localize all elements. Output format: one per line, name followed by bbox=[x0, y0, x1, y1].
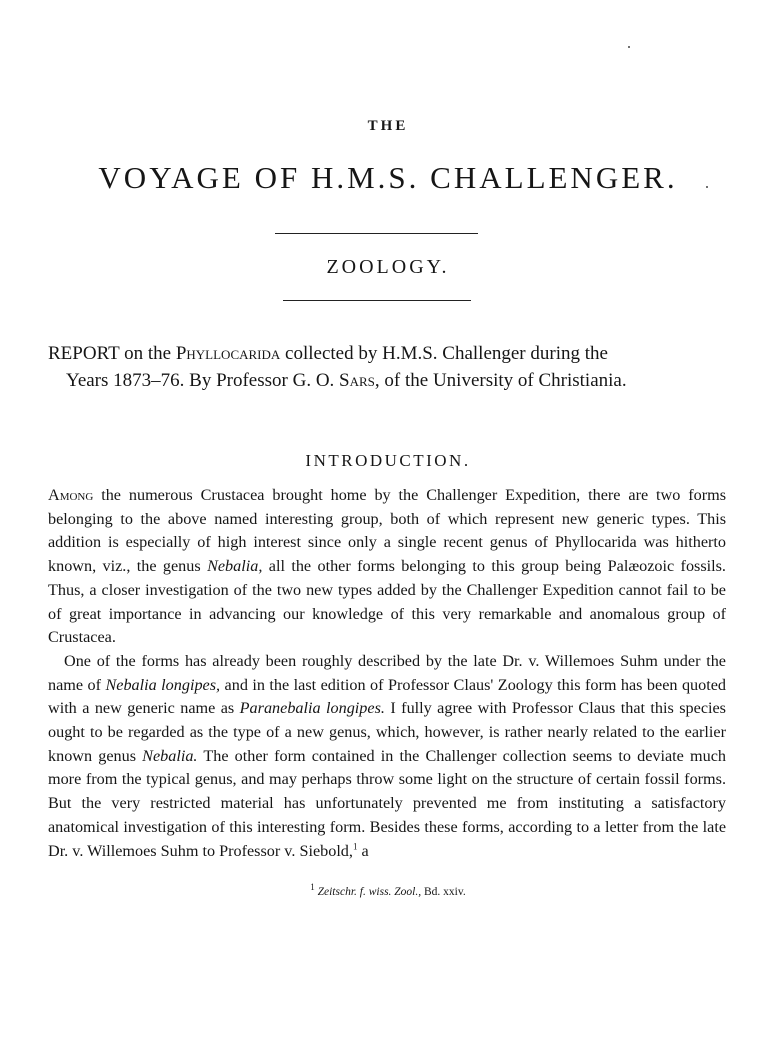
report-text: Years 1873–76. By Professor G. O. bbox=[66, 370, 340, 391]
paragraph-text: a bbox=[357, 841, 369, 860]
footnote-mark: 1 bbox=[310, 882, 315, 893]
report-author-name: Sars bbox=[339, 370, 375, 391]
paragraph-2 bbox=[48, 650, 726, 863]
report-title bbox=[48, 340, 724, 394]
divider-top bbox=[275, 233, 478, 234]
lead-word: Among bbox=[48, 486, 94, 504]
introduction-body bbox=[48, 484, 726, 863]
paragraph-1 bbox=[48, 484, 726, 650]
paragraph-text: One of the forms has already been roughly described by the late Dr. v. Willemoes Suhm under the name of bbox=[48, 651, 726, 694]
report-text: , of the University of Christiania. bbox=[374, 370, 627, 391]
main-title: VOYAGE OF H.M.S. CHALLENGER. bbox=[98, 160, 678, 195]
introduction-heading: INTRODUCTION. bbox=[305, 451, 471, 470]
paragraph-text: the numerous Crustacea brought home by the Challenger Expedition, there are two forms belonging to the above named interesting group, both of which represent new generic types. This addition is especially of high interest since only a single recent genus of Phyllocarida was hitherto known, viz., the genus bbox=[48, 486, 726, 576]
paragraph-text: all the other forms belonging to this group being Palæozoic fossils. Thus, a closer investigation of the two new types added by the Challenger Expedition cannot fail to be of great importance in advancing our knowledge of this very remarkable and anomalous group of Crustacea. bbox=[48, 557, 726, 647]
report-text: REPORT on the bbox=[48, 343, 176, 364]
pre-title: THE bbox=[367, 118, 409, 134]
footnote bbox=[0, 882, 776, 898]
footnote-volume: Bd. xxiv. bbox=[421, 886, 466, 898]
report-group-name: Phyllocarida bbox=[175, 343, 281, 364]
species-name: Nebalia longipes, bbox=[105, 675, 221, 694]
paragraph-text: and in the last edition of Professor Claus' Zoology this form has been quoted with a new generic name as bbox=[48, 675, 726, 718]
divider-bottom bbox=[283, 300, 471, 301]
paragraph-text: I fully agree with Professor Claus that this species ought to be regarded as the type of a new genus, which, however, is rather nearly related to the earlier known genus bbox=[48, 699, 726, 765]
species-name: Paranebalia longipes. bbox=[239, 699, 385, 718]
paragraph-text: The other form contained in the Challenger collection seems to deviate much more from the typical genus, and may perhaps throw some light on the structure of certain fossil forms. But the very restricted material has unfortunately prevented me from instituting a satisfactory anatomical investigation of this interesting form. Besides these forms, according to a letter from the late Dr. v. Willemoes Suhm to Professor v. Siebold, bbox=[48, 746, 726, 860]
report-text: collected by H.M.S. Challenger during the bbox=[280, 343, 608, 364]
print-speck bbox=[628, 46, 630, 48]
genus-name: Nebalia. bbox=[142, 746, 198, 765]
footnote-reference: 1 bbox=[352, 841, 358, 852]
footnote-journal: Zeitschr. f. wiss. Zool., bbox=[317, 886, 422, 898]
genus-name: Nebalia, bbox=[207, 557, 263, 576]
section-title: ZOOLOGY. bbox=[326, 256, 450, 278]
report-line-2 bbox=[48, 367, 724, 394]
print-speck bbox=[706, 186, 708, 188]
